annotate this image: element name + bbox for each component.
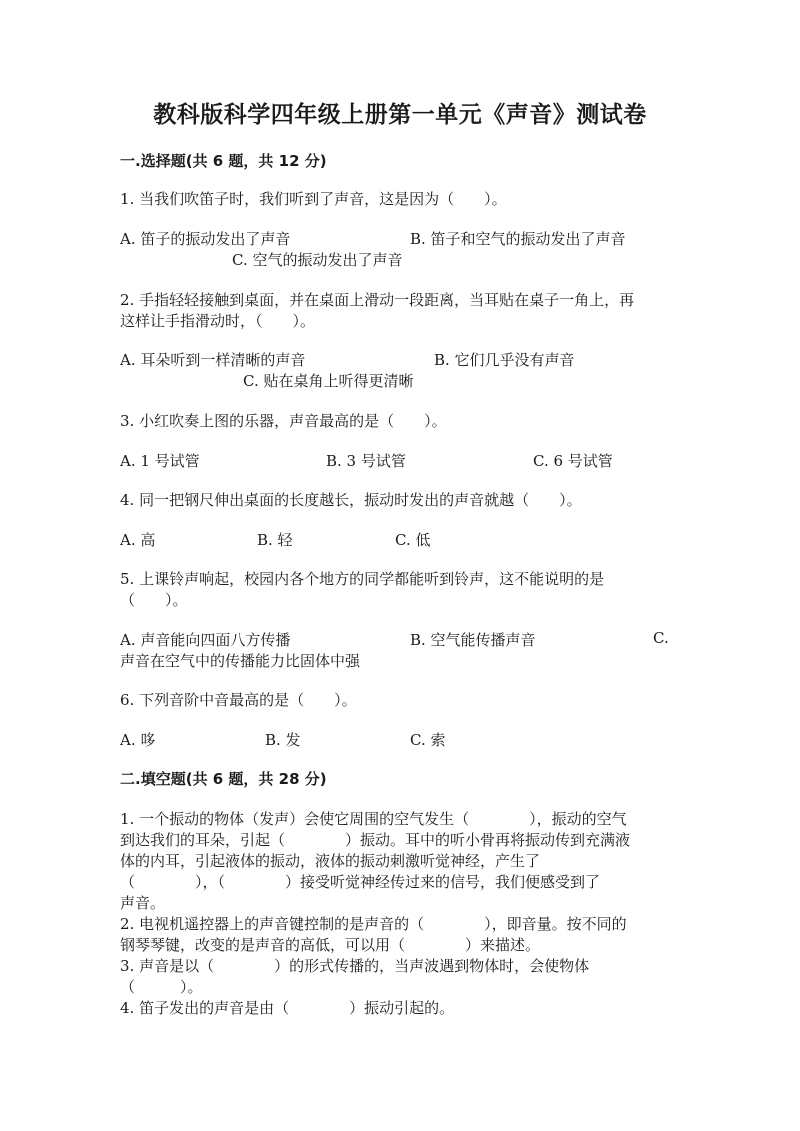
option-a: A. 笛子的振动发出了声音 <box>120 230 291 248</box>
fill-line: 4. 笛子发出的声音是由（ ）振动引起的。 <box>120 999 455 1017</box>
question-stem: 2. 手指轻轻接触到桌面，并在桌面上滑动一段距离，当耳贴在桌子一角上，再 <box>120 291 635 309</box>
fill-line: （ ）。 <box>120 978 203 996</box>
question-stem-cont: （ ）。 <box>120 591 188 609</box>
question-stem: 6. 下列音阶中音最高的是（ ）。 <box>120 691 357 709</box>
option-c: C. 贴在桌角上听得更清晰 <box>243 372 414 390</box>
page-title: 教科版科学四年级上册第一单元《声音》测试卷 <box>153 102 647 128</box>
fill-line: 到达我们的耳朵，引起（ ）振动。耳中的听小骨再将振动传到充满液 <box>120 831 631 849</box>
option-b: B. 它们几乎没有声音 <box>434 351 575 369</box>
option-a: A. 耳朵听到一样清晰的声音 <box>120 351 306 369</box>
section-heading-fill: 二.填空题(共 6 题，共 28 分) <box>120 770 327 788</box>
option-c: C. 空气的振动发出了声音 <box>232 251 403 269</box>
fill-line: 1. 一个振动的物体（发声）会使它周围的空气发生（ ），振动的空气 <box>120 810 627 828</box>
fill-line: （ ），（ ）接受听觉神经传过来的信号，我们便感受到了 <box>120 873 601 891</box>
option-c: C. 索 <box>410 731 446 749</box>
option-b: B. 3 号试管 <box>326 452 406 470</box>
fill-line: 3. 声音是以（ ）的形式传播的，当声波遇到物体时，会使物体 <box>120 957 590 975</box>
section-heading-choice: 一.选择题(共 6 题，共 12 分) <box>120 152 327 170</box>
option-b: B. 发 <box>265 731 301 749</box>
option-b: B. 笛子和空气的振动发出了声音 <box>410 230 626 248</box>
option-c: C. 6 号试管 <box>533 452 613 470</box>
option-a: A. 高 <box>120 531 156 549</box>
question-stem-cont: 这样让手指滑动时，（ ）。 <box>120 312 316 330</box>
question-stem: 3. 小红吹奏上图的乐器，声音最高的是（ ）。 <box>120 412 447 430</box>
option-b: B. 轻 <box>257 531 293 549</box>
question-stem: 1. 当我们吹笛子时，我们听到了声音，这是因为（ ）。 <box>120 190 507 208</box>
option-c: C. <box>653 629 669 647</box>
question-stem: 5. 上课铃声响起，校园内各个地方的同学都能听到铃声，这不能说明的是 <box>120 570 605 588</box>
fill-line: 钢琴琴键，改变的是声音的高低，可以用（ ）来描述。 <box>120 936 541 954</box>
option-a: A. 1 号试管 <box>120 452 200 470</box>
option-c-cont: 声音在空气中的传播能力比固体中强 <box>120 652 361 670</box>
option-c: C. 低 <box>395 531 431 549</box>
option-b: B. 空气能传播声音 <box>410 631 536 649</box>
question-stem: 4. 同一把钢尺伸出桌面的长度越长，振动时发出的声音就越（ ）。 <box>120 491 582 509</box>
option-a: A. 哆 <box>120 731 156 749</box>
fill-line: 体的内耳，引起液体的振动，液体的振动刺激听觉神经，产生了 <box>120 852 541 870</box>
option-a: A. 声音能向四面八方传播 <box>120 631 291 649</box>
fill-line: 声音。 <box>120 894 166 912</box>
fill-line: 2. 电视机遥控器上的声音键控制的是声音的（ ），即音量。按不同的 <box>120 915 627 933</box>
